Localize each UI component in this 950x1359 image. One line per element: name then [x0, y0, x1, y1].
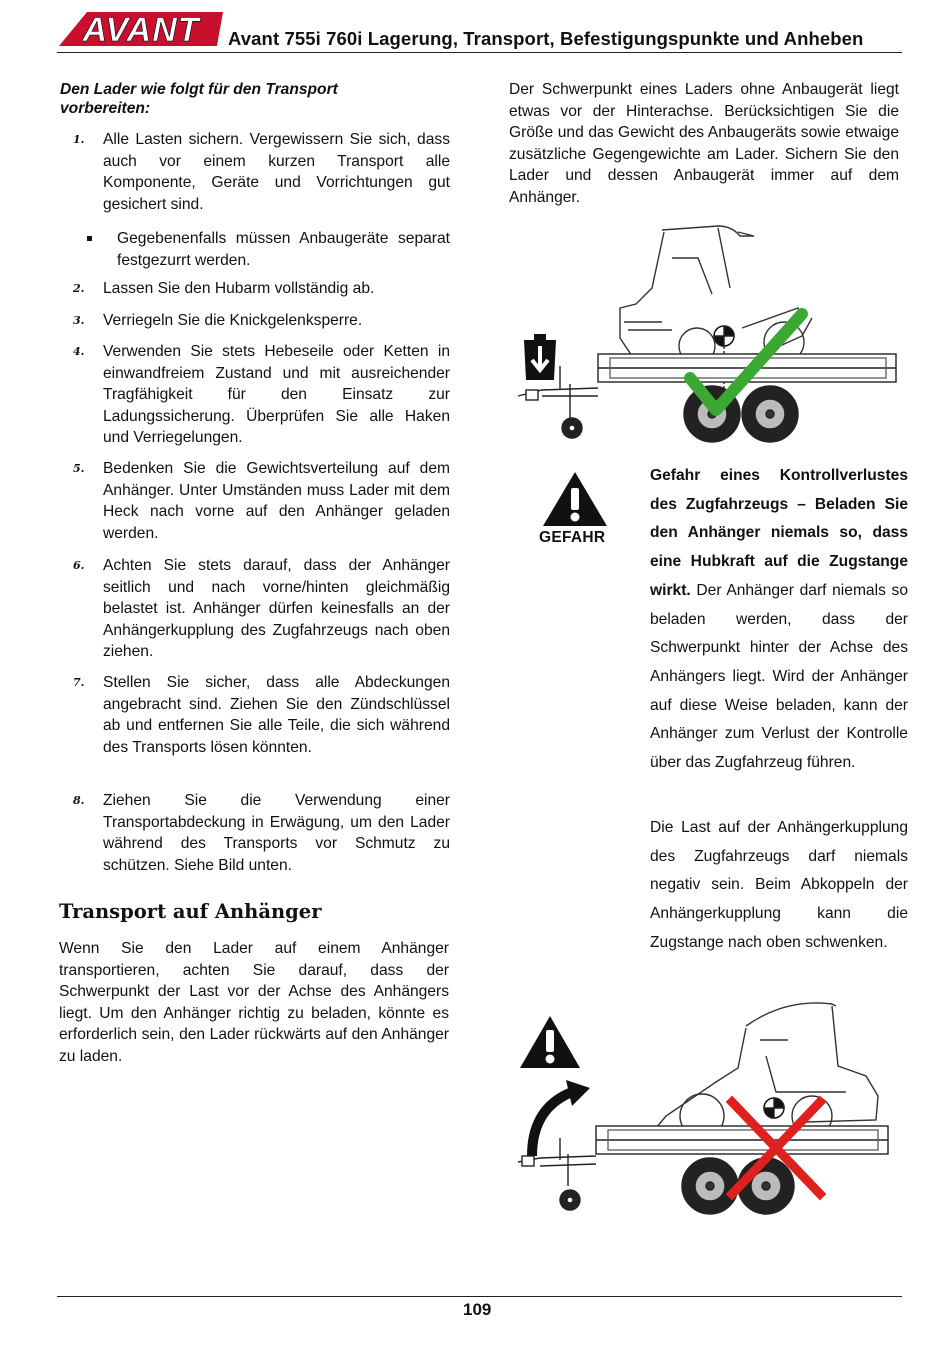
- section-paragraph: Wenn Sie den Lader auf einem Anhänger transportieren, achten Sie darauf, dass der Schwerpunkt der Last vor der Achse des Anhängers liegt. Um den Anhänger richtig zu beladen, könnte es erforderlich sein, den Lader rückwärts auf den Anhänger zu laden.: [59, 940, 449, 1065]
- header-title: Avant 755i 760i Lagerung, Transport, Befestigungspunkte und Anheben: [228, 28, 864, 49]
- step-text: Verwenden Sie stets Hebeseile oder Ketten in einwandfreiem Zustand und mit ausreichender Tragfähigkeit für den Einsatz zur Ladungssicherung. Überprüfen Sie alle Haken und Verriegelungen.: [103, 343, 450, 446]
- incorrect-loading-illustration: [506, 996, 906, 1216]
- bullet-text: Gegebenenfalls müssen Anbaugeräte separat festgezurrt werden.: [117, 230, 450, 269]
- danger-warning-body: Der Anhänger darf niemals so beladen werden, dass der Schwerpunkt hinter der Achse des Anhängers liegt. Wird der Anhänger auf diese Weise beladen, kann der Anhänger zum Verlust der Kontrolle über das Zugfahrzeug führen.: [650, 581, 908, 772]
- bullet-mark: [87, 236, 92, 241]
- step-text: Stellen Sie sicher, dass alle Abdeckungen angebracht sind. Ziehen Sie den Zündschlüssel ab und entfernen Sie alle Teile, die sich während des Transports lösen könnten.: [103, 674, 450, 756]
- tongue-load-warning-text: Die Last auf der Anhängerkupplung des Zugfahrzeugs darf niemals negativ sein. Beim Abkoppeln der Anhängerkupplung kann die Zugstange nach oben schwenken.: [650, 819, 908, 951]
- danger-label: GEFAHR: [539, 529, 606, 546]
- trailer-wheel: [682, 1158, 738, 1214]
- correct-loading-illustration: [512, 218, 904, 446]
- step-text: Alle Lasten sichern. Vergewissern Sie sich, dass auch vor einem kurzen Transport alle Komponente, Geräte und Vorrichtungen gut gesichert sind.: [103, 131, 450, 213]
- svg-text:AVANT: AVANT: [82, 11, 200, 48]
- center-of-gravity-icon: [764, 1098, 784, 1118]
- step-number: 3.: [73, 314, 85, 327]
- step-number: 7.: [73, 676, 85, 689]
- step-number: 8.: [73, 794, 85, 807]
- center-of-gravity-paragraph: Der Schwerpunkt eines Laders ohne Anbaugerät liegt etwas vor der Hinterachse. Berücksichtigen Sie die Größe und das Gewicht des Anbaugeräts sowie etwaige zusätzliche Gegengewichte am Lader. Sichern Sie den Lader und dessen Anbaugerät immer auf dem Anhänger.: [509, 81, 899, 206]
- loader-vehicle: [656, 1003, 878, 1138]
- step-number: 6.: [73, 559, 85, 572]
- lead-heading: Den Lader wie folgt für den Transport vorbereiten:: [60, 81, 338, 117]
- lift-arrow-icon: [532, 1092, 572, 1156]
- step-number: 1.: [73, 133, 85, 146]
- danger-warning-icon: [541, 470, 609, 528]
- step-text: Lassen Sie den Hubarm vollständig ab.: [103, 280, 375, 297]
- weight-down-icon: [524, 334, 556, 380]
- trailer-wheel: [738, 1158, 794, 1214]
- danger-warning-bold: Gefahr eines Kontrollverlustes des Zugfahrzeugs – Beladen Sie den Anhänger niemals so, dass eine Hubkraft auf die Zugstange wirkt.: [650, 467, 908, 599]
- step-number: 2.: [73, 282, 85, 295]
- step-text: Achten Sie stets darauf, dass der Anhänger seitlich und nach vorne/hinten gleichmäßig belastet ist. Anhänger dürfen keinesfalls an der Anhängerkupplung des Zugfahrzeugs nach oben ziehen.: [103, 557, 450, 660]
- trailer-wheel: [742, 386, 798, 442]
- avant-logo: [57, 8, 225, 48]
- step-1: [60, 129, 450, 217]
- step-text: Verriegeln Sie die Knickgelenksperre.: [103, 312, 363, 329]
- danger-warning-text: [650, 462, 908, 778]
- warning-triangle-icon: [520, 1016, 580, 1068]
- step-number: 4.: [73, 345, 85, 358]
- footer-divider: [57, 1296, 902, 1297]
- section-heading: Transport auf Anhänger: [59, 900, 322, 923]
- step-number: 5.: [73, 462, 85, 475]
- header-divider: [57, 52, 902, 53]
- step-text: Ziehen Sie die Verwendung einer Transportabdeckung in Erwägung, um den Lader während des Transports vor Schmutz zu schützen. Siehe Bild unten.: [103, 792, 450, 874]
- page-number: 109: [463, 1300, 492, 1319]
- step-text: Bedenken Sie die Gewichtsverteilung auf dem Anhänger. Unter Umständen muss Lader mit dem Heck nach vorne auf den Anhänger geladen werden.: [103, 460, 450, 542]
